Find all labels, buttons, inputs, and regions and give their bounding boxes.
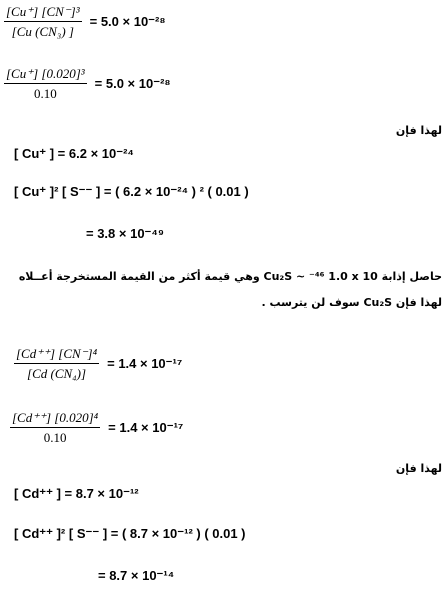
therefore-label: لهذا فإن	[395, 124, 442, 137]
denominator: 0.10	[43, 430, 67, 445]
numerator: [Cd⁺⁺] [0.020]⁴	[10, 410, 100, 428]
equation-6	[14, 346, 182, 382]
denominator: [Cu (CN₃) ]	[11, 24, 74, 39]
numerator: [Cu⁺] [CN⁻]³	[4, 4, 82, 22]
equation-1	[4, 4, 166, 40]
equation-5: = 3.8 × 10⁻⁴⁹	[86, 226, 165, 241]
denominator: [Cd (CN₄)]	[27, 366, 87, 381]
equation-7	[10, 410, 183, 446]
fraction	[14, 346, 99, 382]
equation-10: = 8.7 × 10⁻¹⁴	[98, 568, 175, 583]
equation-result: = 1.4 × 10⁻¹⁷	[107, 356, 183, 371]
equation-3: [ Cu⁺ ] = 6.2 × 10⁻²⁴	[14, 146, 134, 161]
fraction	[4, 4, 82, 40]
equation-result: = 5.0 × 10⁻²⁸	[94, 76, 171, 91]
fraction	[4, 66, 87, 102]
denominator: 0.10	[33, 86, 57, 101]
paragraph-line-1: حاصل إذابة Cu₂S ~ ⁻⁴⁶ 1.0 x 10 وهي قيمة أكثر من القيمة المستخرجة أعــلاه	[18, 270, 442, 283]
equation-result: = 5.0 × 10⁻²⁸	[89, 14, 166, 29]
equation-8: [ Cd⁺⁺ ] = 8.7 × 10⁻¹²	[14, 486, 139, 501]
equation-9: [ Cd⁺⁺ ]² [ S⁻⁻ ] = ( 8.7 × 10⁻¹² ) ( 0.01 )	[14, 526, 246, 541]
numerator: [Cd⁺⁺] [CN⁻]⁴	[14, 346, 99, 364]
equation-4: [ Cu⁺ ]² [ S⁻⁻ ] = ( 6.2 × 10⁻²⁴ ) ² ( 0.01 )	[14, 184, 249, 199]
paragraph-line-2: لهذا فإن Cu₂S سوف لن يترسب .	[261, 296, 442, 309]
therefore-label: لهذا فإن	[395, 462, 442, 475]
numerator: [Cu⁺] [0.020]³	[4, 66, 87, 84]
equation-2	[4, 66, 171, 102]
equation-result: = 1.4 × 10⁻¹⁷	[108, 420, 184, 435]
fraction	[10, 410, 100, 446]
